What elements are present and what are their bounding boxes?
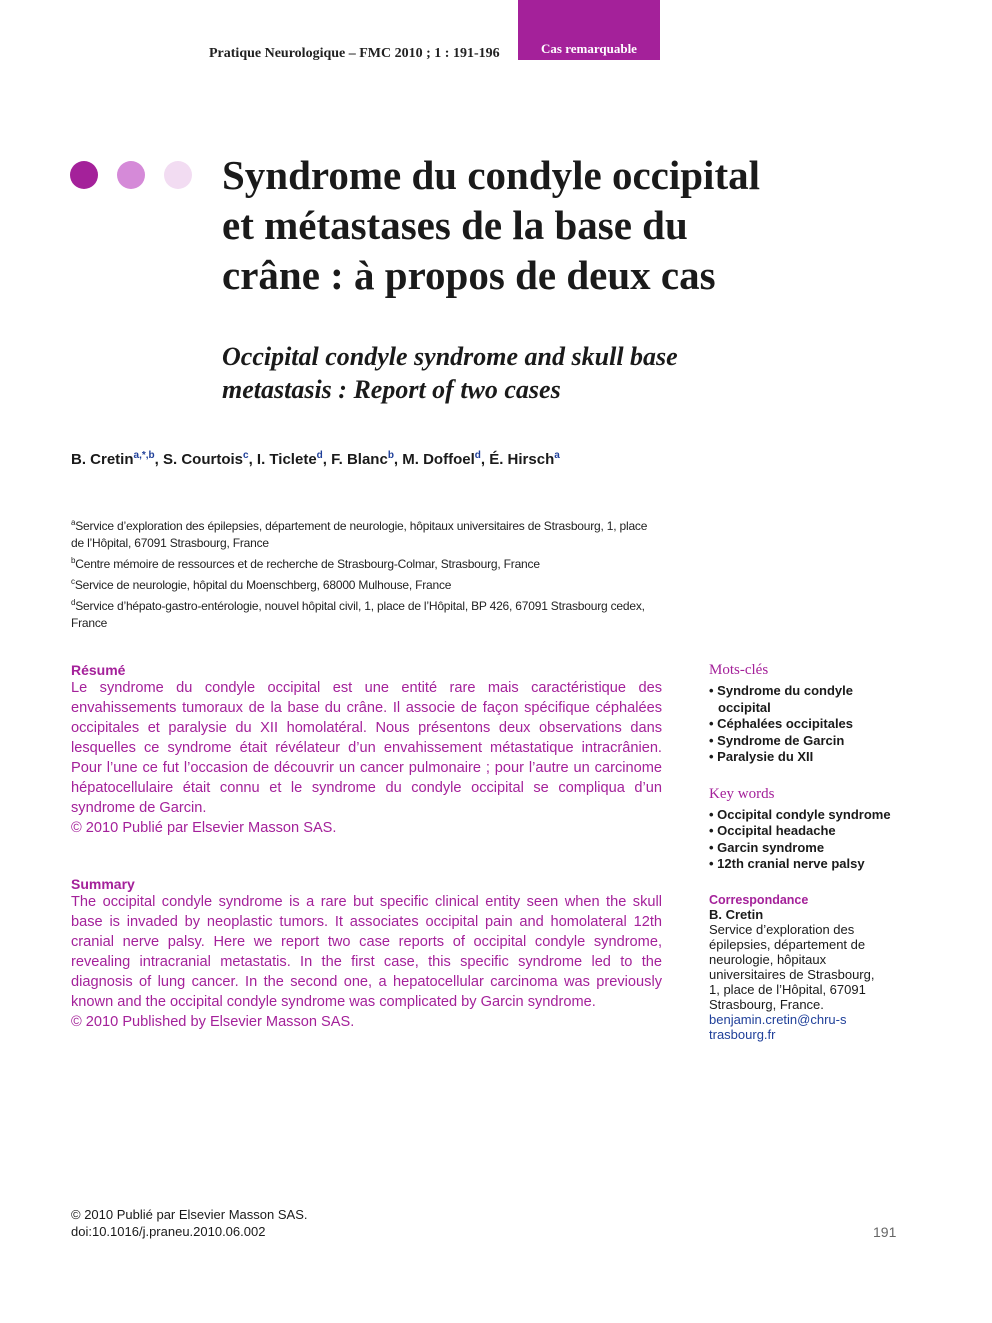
author-sup[interactable]: a,*,b xyxy=(133,450,155,461)
summary-section xyxy=(71,876,662,1032)
dot-light xyxy=(164,161,192,189)
keyword-text: 12th cranial nerve palsy xyxy=(717,856,865,871)
keyword-item: • 12th cranial nerve palsy xyxy=(709,856,865,871)
affiliation xyxy=(71,514,661,552)
affiliation-text: Service d’exploration des épilepsies, département de neurologie, hôpitaux universitaires de Strasbourg, 1, place de l’Hôpital, 67091 Strasbourg, France xyxy=(71,519,648,550)
keyword-text: Occipital condyle syndrome xyxy=(717,806,891,822)
dot-medium xyxy=(117,161,145,189)
footer xyxy=(71,1206,307,1240)
author-name: É. Hirsch xyxy=(489,451,555,468)
section-badge xyxy=(518,0,660,60)
title-line: et métastases de la base du xyxy=(222,202,688,248)
author-name: M. Doffoel xyxy=(402,451,475,468)
subtitle-line: Occipital condyle syndrome and skull base xyxy=(222,342,678,371)
correspondance-heading: Correspondance xyxy=(709,892,809,907)
author-sup[interactable]: d xyxy=(474,450,481,461)
keyword-text: Céphalées occipitales xyxy=(717,716,854,731)
dot-dark xyxy=(70,161,98,189)
key-words-list xyxy=(709,807,909,873)
keyword-item: • Syndrome de Garcin xyxy=(709,732,845,748)
affiliation-text: Service de neurologie, hôpital du Moenschberg, 68000 Mulhouse, France xyxy=(74,578,452,592)
summary-heading: Summary xyxy=(71,876,135,892)
keyword-text: Occipital headache xyxy=(717,823,836,838)
author-sup[interactable]: d xyxy=(316,450,323,461)
author-sup[interactable]: b xyxy=(387,450,394,461)
footer-copyright: © 2010 Publié par Elsevier Masson SAS. xyxy=(71,1207,308,1222)
article-title xyxy=(222,150,842,300)
resume-section xyxy=(71,662,662,838)
author-name: S. Courtois xyxy=(162,451,243,468)
author-name: F. Blanc xyxy=(331,451,388,468)
decorative-dots xyxy=(70,161,192,189)
mots-cles-heading: Mots-clés xyxy=(709,662,769,678)
affiliation-text: Service d’hépato-gastro-entérologie, nouvel hôpital civil, 1, place de l’Hôpital, BP 426, 67091 Strasbourg cedex, France xyxy=(71,599,645,630)
resume-copyright: © 2010 Publié par Elsevier Masson SAS. xyxy=(71,820,337,836)
footer-doi[interactable]: doi:10.1016/j.praneu.2010.06.002 xyxy=(71,1224,266,1239)
keyword-item: • Céphalées occipitales xyxy=(709,716,854,731)
affiliation-sup: c xyxy=(71,577,75,586)
affiliation-text: Centre mémoire de ressources et de recherche de Strasbourg-Colmar, Strasbourg, France xyxy=(75,557,540,571)
keyword-item: • Occipital headache xyxy=(709,823,836,838)
keyword-text: Syndrome de Garcin xyxy=(717,732,845,748)
section-label: Cas remarquable xyxy=(541,41,637,56)
affiliation-sup: d xyxy=(71,598,76,607)
author-list: B. Cretin$^{a,*,b}$, S. Courtois$^c$, I. Ticlete$^d$, F. Blanc$^b$, M. Doffoel$^d$, É. Hirsch$^a$ xyxy=(71,450,560,468)
keyword-text: Syndrome du condyle occipital xyxy=(717,683,853,715)
summary-copyright: © 2010 Published by Elsevier Masson SAS. xyxy=(71,1014,355,1030)
summary-text: The occipital condyle syndrome is a rare but specific clinical entity seen when the skull base is invaded by neoplastic tumors. It associates occipital pain and homolateral 12th cranial nerve palsy. Here we report two case reports of occipital condyle syndrome, revealing intracranial metastatis. In the first case, this specific syndrome led to the diagnosis of lung cancer. In the second one, a hepatocellular carcinoma was previously known and the occipital condyle syndrome was complicated by Garcin syndrome. xyxy=(71,894,662,1010)
author-sup[interactable]: a xyxy=(554,450,560,461)
mots-cles-list xyxy=(709,683,909,766)
title-line: Syndrome du condyle occipital xyxy=(222,152,760,198)
author-name: B. Cretin xyxy=(71,451,134,468)
article-subtitle xyxy=(222,340,842,406)
affiliation xyxy=(71,594,661,632)
journal-citation: Pratique Neurologique – FMC 2010 ; 1 : 191-196 xyxy=(209,46,500,61)
subtitle-line: metastasis : Report of two cases xyxy=(222,375,561,404)
page-number: 191 xyxy=(873,1224,897,1240)
author-sup[interactable]: c xyxy=(243,450,249,461)
keyword-text: Paralysie du XII xyxy=(717,749,814,764)
resume-heading: Résumé xyxy=(71,662,126,678)
keyword-item: • Syndrome du condyle occipital xyxy=(709,683,853,715)
author-name: I. Ticlete xyxy=(256,451,317,468)
correspondance-name: B. Cretin xyxy=(709,906,764,922)
keyword-text: Garcin syndrome xyxy=(717,839,825,855)
title-line: crâne : à propos de deux cas xyxy=(222,252,716,298)
key-words-heading: Key words xyxy=(709,785,775,802)
affiliations xyxy=(71,514,661,632)
keyword-item: • Paralysie du XII xyxy=(709,749,814,764)
affiliation-sup: b xyxy=(71,556,76,565)
resume-text: Le syndrome du condyle occipital est une entité rare mais caractéristique des envahissements tumoraux de la base du crâne. Il associe de façon spécifique céphalées occipitales et paralysie du XII homolatéral. Nous présentons deux observations dans lesquelles ce syndrome était révélateur d’un envahissement métastatique intracrânien. Pour l’une ce fut l’occasion de découvrir un cancer pulmonaire ; pour l’autre un carcinome hépatocellulaire était connu et le syndrome du condyle occipital se compliqua d’un syndrome de Garcin. xyxy=(71,680,662,816)
correspondance-address: Service d’exploration des épilepsies, département de neurologie, hôpitaux universitaires de Strasbourg, 1, place de l’Hôpital, 67091 Strasbourg, France. xyxy=(709,921,875,1012)
correspondance-email[interactable]: benjamin.cretin@chru-strasbourg.fr xyxy=(709,1011,847,1042)
affiliation-sup: a xyxy=(71,518,76,527)
keyword-item: • Garcin syndrome xyxy=(709,839,825,855)
keyword-item: • Occipital condyle syndrome xyxy=(709,806,891,822)
affiliation xyxy=(71,573,661,594)
affiliation xyxy=(71,552,661,573)
sidebar xyxy=(709,662,909,1042)
